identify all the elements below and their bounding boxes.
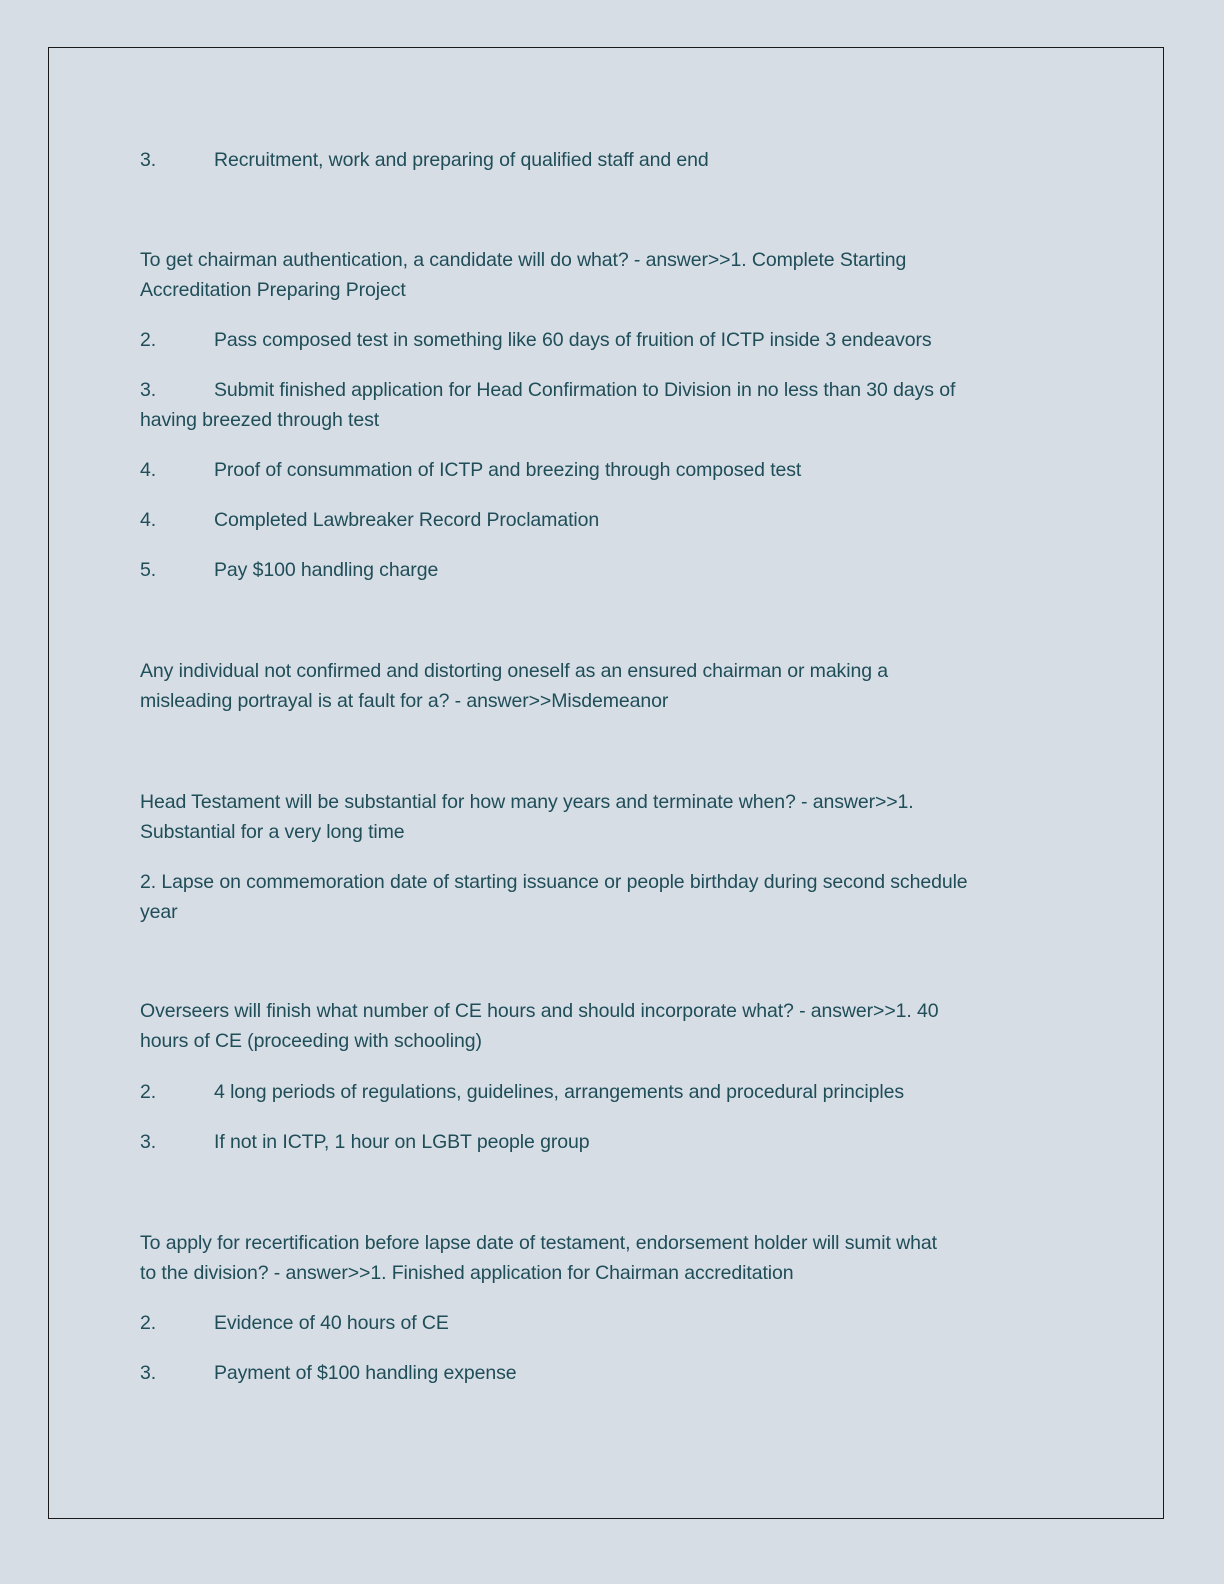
list-number: 4. (140, 459, 157, 481)
list-text: Pass composed test in something like 60 days of fruition of ICTP inside 3 endeavors (214, 329, 932, 351)
question-line: To apply for recertification before lapse date of testament, endorsement holder will sumit what (140, 1232, 937, 1254)
list-number: 3. (140, 149, 157, 171)
list-text: 4 long periods of regulations, guidelines, arrangements and procedural principles (214, 1081, 904, 1103)
list-text: Completed Lawbreaker Record Proclamation (214, 509, 600, 531)
question-line: Head Testament will be substantial for how many years and terminate when? - answer>>1. (140, 791, 914, 813)
list-text: Payment of $100 handling expense (214, 1362, 517, 1384)
list-number: 4. (140, 509, 157, 531)
question-line: Substantial for a very long time (140, 821, 405, 843)
question-line: hours of CE (proceeding with schooling) (140, 1030, 482, 1052)
list-item: 2. Lapse on commemoration date of starting issuance or people birthday during second schedule (140, 871, 968, 893)
question-line: misleading portrayal is at fault for a? - answer>>Misdemeanor (140, 690, 669, 712)
list-item (140, 1077, 904, 1107)
list-text: Evidence of 40 hours of CE (214, 1312, 449, 1334)
list-item (140, 555, 438, 585)
list-text: Pay $100 handling charge (214, 559, 439, 581)
list-number: 3. (140, 1362, 157, 1384)
list-item (140, 145, 709, 175)
list-text: Proof of consummation of ICTP and breezing through composed test (214, 459, 802, 481)
list-item-continuation: year (140, 901, 178, 923)
list-item (140, 1308, 449, 1338)
list-text: Recruitment, work and preparing of qualified staff and end (214, 149, 709, 171)
list-item-continuation: having breezed through test (140, 409, 380, 431)
question-line: Overseers will finish what number of CE hours and should incorporate what? - answer>>1. 40 (140, 1000, 939, 1022)
list-number: 3. (140, 379, 157, 401)
question-line: to the division? - answer>>1. Finished application for Chairman accreditation (140, 1262, 794, 1284)
list-number: 2. (140, 1081, 157, 1103)
list-number: 2. (140, 329, 157, 351)
list-item (140, 375, 955, 405)
list-item (140, 455, 801, 485)
question-line: Any individual not confirmed and distorting oneself as an ensured chairman or making a (140, 660, 888, 682)
question-paragraph: To get chairman authentication, a candidate will do what? - answer>>1. Complete Starting Accreditation Preparing Project (140, 249, 907, 301)
list-number: 2. (140, 1312, 157, 1334)
list-item (140, 505, 599, 535)
list-text: Submit finished application for Head Confirmation to Division in no less than 30 days of (214, 379, 956, 401)
list-number: 3. (140, 1131, 157, 1153)
list-item (140, 325, 932, 355)
list-text: If not in ICTP, 1 hour on LGBT people group (214, 1131, 590, 1153)
list-item (140, 1358, 517, 1388)
list-item (140, 1127, 589, 1157)
list-number: 5. (140, 559, 157, 581)
